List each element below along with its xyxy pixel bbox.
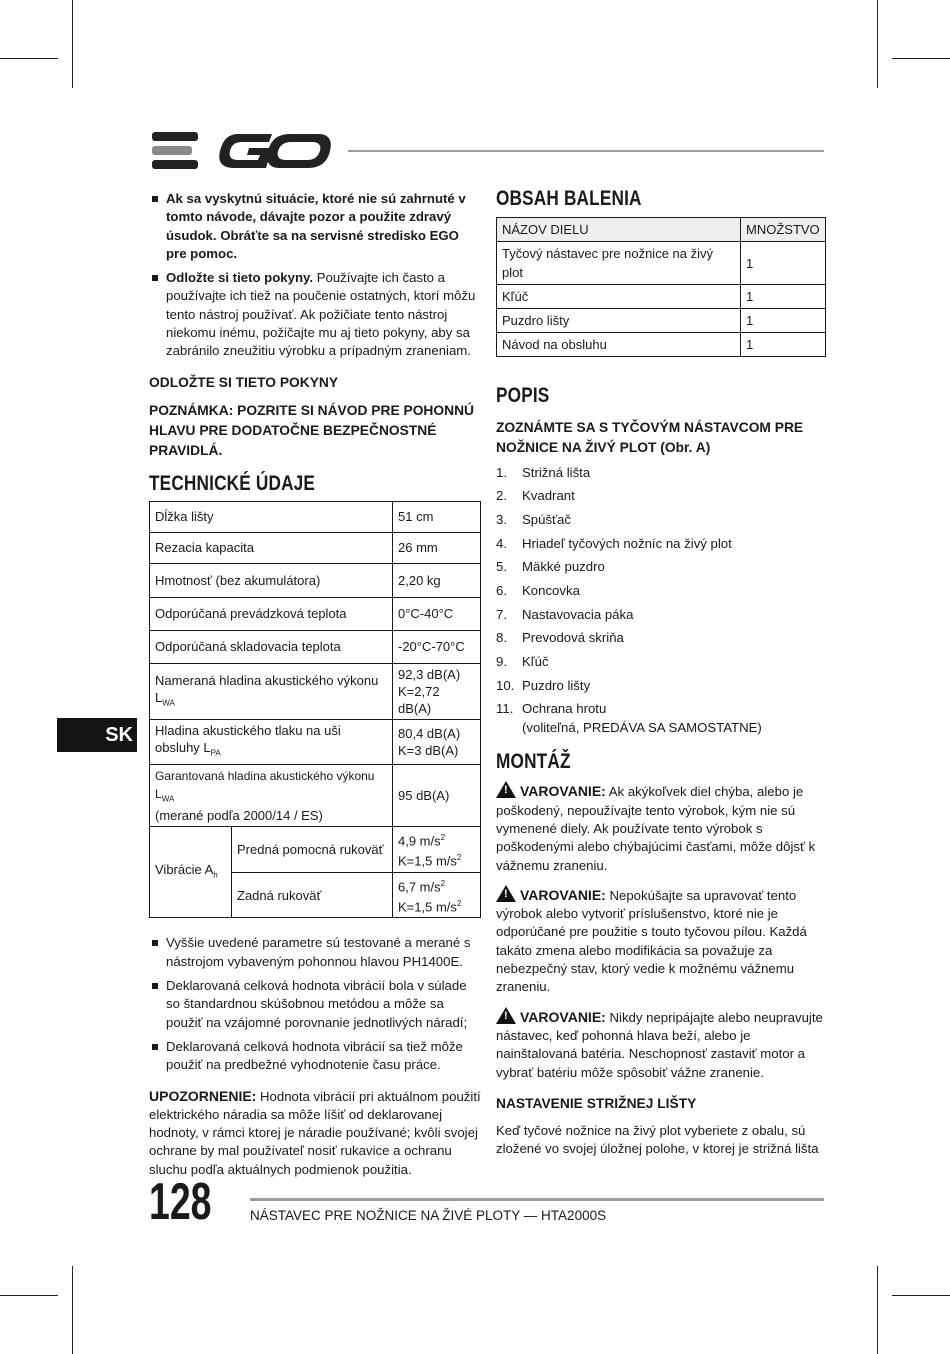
caution-paragraph xyxy=(149,1087,481,1179)
table-row xyxy=(150,663,481,719)
table-cell: Rezacia kapacita xyxy=(150,532,393,563)
warning-paragraph xyxy=(496,885,826,997)
warning-label: VAROVANIE: xyxy=(520,1008,606,1025)
table-cell: Kľúč xyxy=(497,285,741,309)
superscript: 2 xyxy=(456,853,462,863)
table-cell xyxy=(393,663,481,719)
bullet-bold: Odložte si tieto pokyny. xyxy=(166,270,314,286)
table-cell xyxy=(150,827,232,918)
cell-value: 92,3 dB(A) xyxy=(398,666,461,682)
ego-logo xyxy=(150,130,332,172)
warning-text: Nepokúšajte sa upravovať tento výrobok alebo vytvoriť príslušenstvo, ktoré nie je odporúčané pre použitie s touto tyčovou pílou. Každá takáto zmena alebo modifikácia sa považuje za nebezpečný stav, ktorý vedie k možnému vážnemu zraneniu. xyxy=(496,887,807,995)
item-text: Kľúč xyxy=(522,654,549,670)
header-rule xyxy=(348,150,824,152)
warning-text: Ak akýkoľvek diel chýba, alebo je poškodený, nepoužívajte tento výrobok, kým nie sú vymenené diely. Ak používate tento výrobok s poškodenými alebo chýbajúcimi časťami, môže dôjsť k vážnemu zraneniu. xyxy=(496,784,816,873)
crop-mark xyxy=(892,58,950,59)
packing-table xyxy=(496,217,826,357)
caution-label: UPOZORNENIE: xyxy=(149,1087,257,1104)
item-text: Kvadrant xyxy=(522,488,575,504)
list-item xyxy=(496,629,826,653)
cell-label: Nameraná hladina akustického výkonu L xyxy=(155,672,379,705)
table-row xyxy=(497,285,826,309)
list-item xyxy=(149,269,481,360)
subscript: WA xyxy=(161,794,175,804)
superscript: 2 xyxy=(440,833,446,843)
table-row xyxy=(150,563,481,597)
warning-paragraph xyxy=(496,1007,826,1082)
cell-label: Vibrácie A xyxy=(155,862,214,878)
item-number: 5. xyxy=(496,559,507,575)
list-item xyxy=(496,464,826,488)
table-cell: 95 dB(A) xyxy=(393,764,481,827)
tech-table xyxy=(149,501,481,919)
cell-value: K=1,5 m/s xyxy=(398,853,457,869)
item-text: Strižná lišta xyxy=(522,464,591,480)
list-item xyxy=(496,606,826,630)
item-number: 4. xyxy=(496,535,507,551)
table-row xyxy=(150,630,481,663)
list-item xyxy=(496,558,826,582)
list-item xyxy=(149,190,481,263)
list-item xyxy=(496,653,826,677)
table-row xyxy=(497,242,826,285)
item-number: 9. xyxy=(496,654,507,670)
save-heading: ODLOŽTE SI TIETO POKYNY xyxy=(149,374,339,390)
crop-mark xyxy=(877,1266,878,1354)
item-text: Prevodová skriňa xyxy=(522,630,624,646)
left-column xyxy=(149,190,481,1179)
subscript: PA xyxy=(210,748,221,758)
cell-value: K=2,72 dB(A) xyxy=(398,683,440,716)
item-text: (voliteľná, PREDÁVA SA SAMOSTATNE) xyxy=(522,719,762,735)
item-text: Spúšťač xyxy=(522,511,571,527)
table-cell: 51 cm xyxy=(393,501,481,532)
cell-value: K=3 dB(A) xyxy=(398,742,459,758)
blade-text: Keď tyčové nožnice na živý plot vyberiete z obalu, sú zložené vo svojej úložnej polohe, v ktorej je strižná lišta xyxy=(496,1122,819,1157)
table-cell: Puzdro lišty xyxy=(497,309,741,333)
right-column xyxy=(496,187,826,1158)
note-text: POZNÁMKA: POZRITE SI NÁVOD PRE POHONNÚ HLAVU PRE DODATOČNE BEZPEČNOSTNÉ PRAVIDLÁ. xyxy=(149,402,475,458)
assembly-heading: MONTÁŽ xyxy=(496,750,571,774)
warning-icon xyxy=(496,781,516,798)
list-item xyxy=(496,487,826,511)
crop-mark xyxy=(877,0,878,88)
footer-rule xyxy=(250,1198,824,1201)
tech-notes xyxy=(149,934,481,1074)
cell-label: Garantovaná hladina akustického výkonu L xyxy=(155,768,375,801)
table-cell: 26 mm xyxy=(393,532,481,563)
table-cell xyxy=(150,663,393,719)
table-cell xyxy=(393,827,481,873)
table-header-row xyxy=(497,218,826,242)
cell-value: K=1,5 m/s xyxy=(398,899,457,915)
cell-value: 6,7 m/s xyxy=(398,879,441,895)
table-row xyxy=(150,719,481,764)
footer-title: NÁSTAVEC PRE NOŽNICE NA ŽIVÉ PLOTY — HTA2000S xyxy=(250,1208,607,1223)
table-cell: Odporúčaná prevádzková teplota xyxy=(150,597,393,630)
packing-heading: OBSAH BALENIA xyxy=(496,187,642,210)
table-row xyxy=(150,532,481,563)
item-number: 10. xyxy=(496,677,515,693)
subscript: h xyxy=(213,870,218,880)
table-header-cell: NÁZOV DIELU xyxy=(497,218,741,242)
cell-label: (merané podľa 2000/14 / ES) xyxy=(155,808,323,824)
cell-value: 80,4 dB(A) xyxy=(398,725,461,741)
table-cell: Návod na obsluhu xyxy=(497,333,741,357)
item-text: Puzdro lišty xyxy=(522,677,591,693)
table-cell: Predná pomocná rukoväť xyxy=(232,827,393,873)
crop-mark xyxy=(892,1295,950,1296)
list-item xyxy=(496,582,826,606)
crop-mark xyxy=(72,0,73,88)
table-cell: 1 xyxy=(741,309,826,333)
item-number: 2. xyxy=(496,488,507,504)
warning-icon xyxy=(496,885,516,902)
warning-paragraph xyxy=(496,781,826,874)
caution-text: Hodnota vibrácií pri aktuálnom použití elektrického náradia sa môže líšiť od deklarovanej hodnoty, v rámci ktorej je náradie používané; kvôli svojej ochrane by mal používateľ nosiť rukavice a ochranu sluchu podľa aktuálnych podmienok použitia. xyxy=(149,1088,481,1177)
table-row xyxy=(150,764,481,827)
list-item xyxy=(496,535,826,559)
superscript: 2 xyxy=(456,899,462,909)
superscript: 2 xyxy=(440,878,446,888)
list-item xyxy=(496,677,826,701)
item-text: Mäkké puzdro xyxy=(522,559,605,575)
list-item: Vyššie uvedené parametre sú testované a merané s nástrojom vybaveným pohonnou hlavou PH1400E. xyxy=(149,934,481,971)
table-cell: 0°C-40°C xyxy=(393,597,481,630)
list-item: Deklarovaná celková hodnota vibrácií sa tiež môže použiť na predbežné vyhodnotenie času práce. xyxy=(149,1038,481,1075)
table-cell: 1 xyxy=(741,242,826,285)
item-number: 3. xyxy=(496,511,507,527)
table-row xyxy=(497,309,826,333)
crop-mark xyxy=(0,1295,58,1296)
item-number: 6. xyxy=(496,583,507,599)
table-row xyxy=(497,333,826,357)
subscript: WA xyxy=(162,698,175,708)
warning-label: VAROVANIE: xyxy=(520,783,606,800)
list-item xyxy=(496,511,826,535)
table-cell xyxy=(150,764,393,827)
table-cell: Hmotnosť (bez akumulátora) xyxy=(150,563,393,597)
item-number: 8. xyxy=(496,630,507,646)
page-number: 128 xyxy=(149,1173,212,1231)
safety-bullets xyxy=(149,190,481,361)
list-item xyxy=(496,700,826,737)
item-text: Ochrana hrotu xyxy=(522,701,607,717)
cell-label: Hladina akustického tlaku na uši obsluhy L xyxy=(155,722,341,755)
table-cell xyxy=(393,719,481,764)
warning-label: VAROVANIE: xyxy=(520,886,606,903)
description-subheading: ZOZNÁMTE SA S TYČOVÝM NÁSTAVCOM PRE NOŽNICE NA ŽIVÝ PLOT (Obr. A) xyxy=(496,419,804,455)
language-tab: SK xyxy=(57,718,137,752)
table-cell: 1 xyxy=(741,333,826,357)
table-row xyxy=(150,827,481,873)
crop-mark xyxy=(72,1266,73,1354)
table-cell: 2,20 kg xyxy=(393,563,481,597)
table-cell: Tyčový nástavec pre nožnice na živý plot xyxy=(497,242,741,285)
item-text: Koncovka xyxy=(522,583,580,599)
table-cell: Zadná rukoväť xyxy=(232,872,393,918)
bullet-text: Používajte ich často a používajte ich tiež na poučenie ostatných, ktorí môžu tento nástroj používať. Ak požičiate tento nástroj niekomu inému, požičajte mu aj tieto pokyny, aby sa zabránilo zneužitiu výrobku a prípadným zraneniam. xyxy=(166,270,476,359)
table-cell xyxy=(150,719,393,764)
warning-icon xyxy=(496,1007,516,1024)
warning-text: Nikdy nepripájajte alebo neupravujte nástavec, keď pohonná hlava beží, alebo je nainštalovaná batéria. Neschopnosť zastaviť motor a vybrať batériu môže spôsobiť vážne zranenie. xyxy=(496,1009,823,1080)
table-cell: 1 xyxy=(741,285,826,309)
item-text: Hriadeľ tyčových nožníc na živý plot xyxy=(522,535,732,551)
tech-heading: TECHNICKÉ ÚDAJE xyxy=(149,471,316,495)
table-row xyxy=(150,501,481,532)
item-number: 11. xyxy=(496,701,514,717)
table-cell xyxy=(393,872,481,918)
description-heading: POPIS xyxy=(496,384,550,408)
table-cell: -20°C-70°C xyxy=(393,630,481,663)
cell-value: 4,9 m/s xyxy=(398,833,441,849)
bullet-bold: Ak sa vyskytnú situácie, ktoré nie sú zahrnuté v tomto návode, dávajte pozor a použite zdravý úsudok. Obráťte sa na servisné stredisko EGO pre pomoc. xyxy=(166,191,466,261)
table-row xyxy=(150,597,481,630)
item-number: 1. xyxy=(496,464,507,480)
table-header-cell: MNOŽSTVO xyxy=(741,218,826,242)
item-text: Nastavovacia páka xyxy=(522,606,634,622)
crop-mark xyxy=(0,58,58,59)
list-item: Deklarovaná celková hodnota vibrácií bola v súlade so štandardnou skúšobnou metódou a môže sa použiť na vzájomné porovnanie jednotlivých náradí; xyxy=(149,977,481,1032)
item-number: 7. xyxy=(496,606,507,622)
blade-heading: NASTAVENIE STRIŽNEJ LIŠTY xyxy=(496,1095,697,1111)
parts-list xyxy=(496,464,826,737)
table-cell: Dĺžka lišty xyxy=(150,501,393,532)
table-cell: Odporúčaná skladovacia teplota xyxy=(150,630,393,663)
